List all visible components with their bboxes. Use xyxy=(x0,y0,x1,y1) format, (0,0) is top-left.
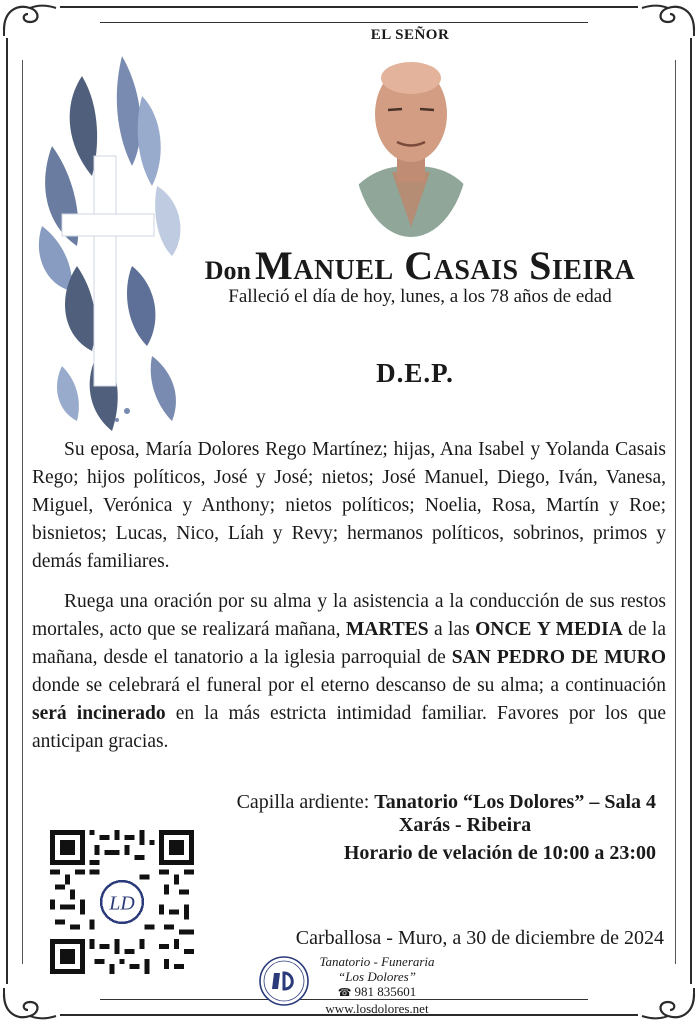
phone-icon: ☎ xyxy=(337,987,352,999)
corner-ornament-icon xyxy=(0,988,58,1024)
qr-code-icon[interactable] xyxy=(50,830,194,974)
funeral-home-logo xyxy=(258,955,310,1007)
name-prefix: Don xyxy=(204,256,251,285)
funeral-home-line1: Tanatorio - Funeraria xyxy=(319,954,435,969)
church-name: SAN PEDRO DE MURO xyxy=(451,647,666,668)
corner-ornament-icon xyxy=(640,988,698,1024)
cremation-note: será incinerado xyxy=(32,703,166,724)
name-main: Manuel Casais Sieira xyxy=(254,243,636,288)
service-day: MARTES xyxy=(345,619,429,640)
corner-ornament-icon xyxy=(640,0,698,36)
header-label: EL SEÑOR xyxy=(370,27,450,43)
corner-ornament-icon xyxy=(0,0,58,36)
service-time-2: Y MEDIA xyxy=(536,619,623,640)
frame-right-line xyxy=(690,38,692,984)
rest-in-peace: D.E.P. xyxy=(376,358,454,388)
chapel-info xyxy=(130,789,656,816)
funeral-home-info xyxy=(304,954,450,1016)
deceased-name xyxy=(170,242,670,289)
chapel-place: Tanatorio “Los Dolores” – Sala 4 xyxy=(374,791,656,813)
cross-icon xyxy=(22,36,192,436)
place-date: Carballosa - Muro, a 30 de diciembre de 2024 xyxy=(295,927,664,949)
chapel-location: Xarás - Ribeira xyxy=(398,814,532,836)
service-time-1: ONCE xyxy=(475,619,532,640)
funeral-home-phone[interactable]: ☎ 981 835601 xyxy=(337,984,417,999)
vigil-hours: Horario de velación de 10:00 a 23:00 xyxy=(343,842,656,864)
portrait-photo xyxy=(352,52,470,238)
frame-top-line xyxy=(60,6,638,8)
frame-right-inner-line xyxy=(675,60,676,964)
frame-left-line xyxy=(6,38,8,984)
service-paragraph: Ruega una oración por su alma y la asistencia a la conducción de sus restos mortales, acto que se realizará mañana, MARTES a las ONCE Y MEDIA de la mañana, desde el tanatorio a la iglesia parroquial de SAN PEDRO DE MURO donde se celebrará el funeral por el eterno descanso de su alma; a continuación será incinerado en la más estricta intimidad familiar. Favores por los que anticipan gracias. xyxy=(32,591,667,752)
funeral-home-line2: “Los Dolores” xyxy=(338,969,416,984)
family-paragraph: Su eposa, María Dolores Rego Martínez; hijas, Ana Isabel y Yolanda Casais Rego; hijos políticos, José y José; nietos; José Manuel, Diego, Iván, Vanesa, Miguel, Verónica y Anthony; nietos políticos; Noelia, Rosa, Martín y Roe; bisnietos; Lucas, Nico, Líah y Revy; hermanos políticos, sobrinos, primos y demás familiares. xyxy=(32,439,666,572)
svg-text:LD: LD xyxy=(109,892,135,915)
death-subtitle: Falleció el día de hoy, lunes, a los 78 años de edad xyxy=(228,286,612,307)
chapel-label: Capilla ardiente: xyxy=(236,791,370,813)
frame-top-inner-line xyxy=(100,22,588,23)
funeral-home-website[interactable]: www.losdolores.net xyxy=(325,1001,429,1016)
